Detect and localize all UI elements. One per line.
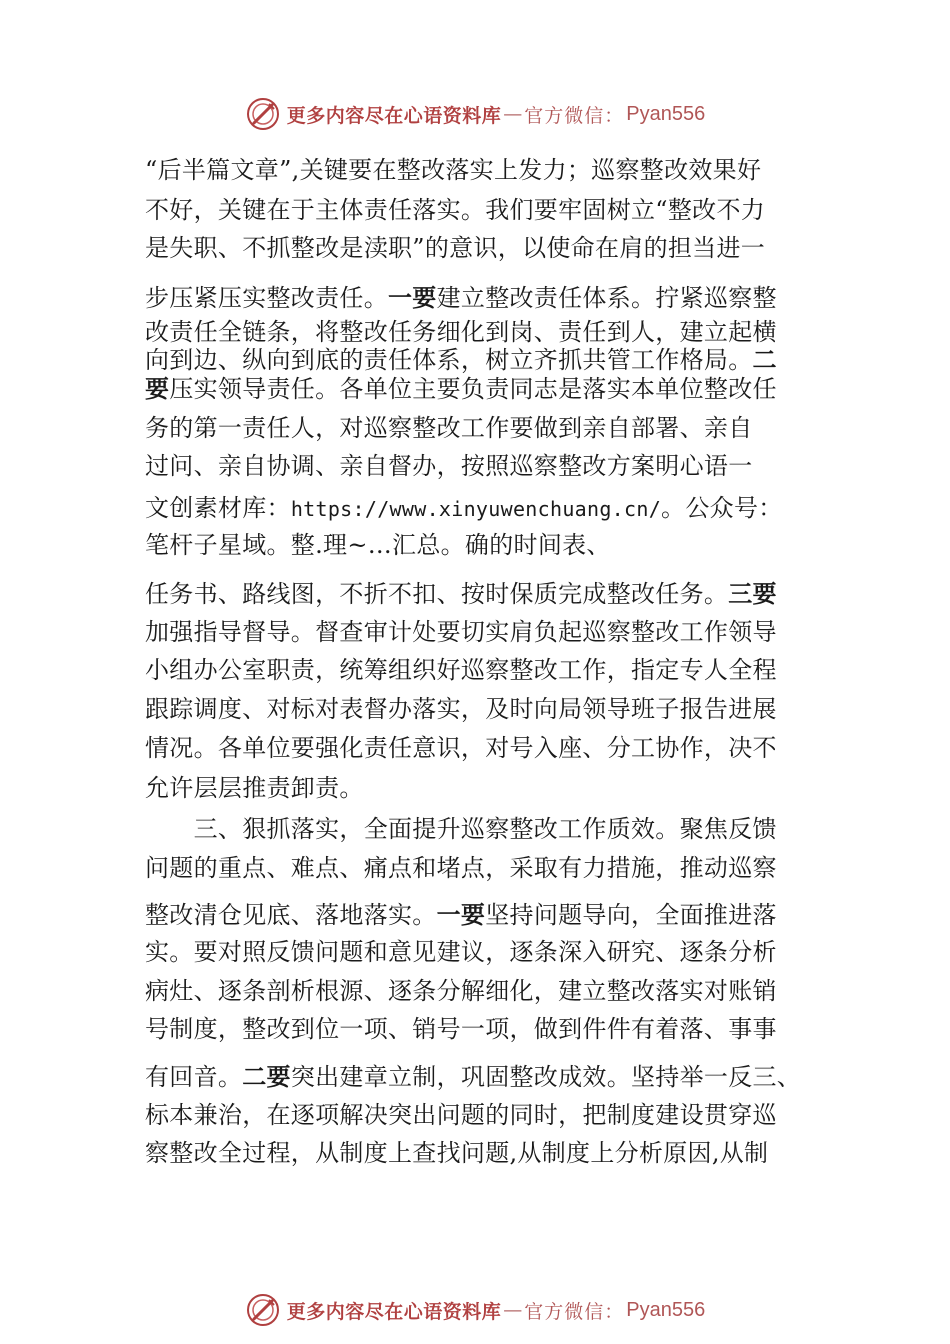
line-text: 三、狠抓落实，全面提升巡察整改工作质效。聚焦反馈 [145, 815, 777, 843]
url-text: https://www.xinyuwenchuang.cn/ [290, 497, 662, 521]
line-text: 步压紧压实整改责任。 [145, 284, 388, 312]
text-line [145, 1062, 801, 1092]
line-text: 问题的重点、难点、痛点和堵点，采取有力措施，推动巡察 [145, 854, 777, 882]
text-line [145, 493, 783, 524]
text-line [145, 853, 777, 883]
text-line [145, 1138, 768, 1168]
text-line [145, 413, 753, 443]
brush-logo-icon [245, 1292, 281, 1328]
line-text: 建立整改责任体系。拧紧巡察整 [436, 284, 777, 312]
line-text: 加强指导督导。督查审计处要切实肩负起巡察整改工作领导 [145, 618, 777, 646]
text-line [145, 694, 777, 724]
text-line [145, 1100, 777, 1130]
line-text: 有回音。 [145, 1063, 243, 1091]
text-line [145, 733, 777, 763]
text-line [145, 283, 777, 313]
line-text: 察整改全过程，从制度上查找问题,从制度上分析原因,从制 [145, 1139, 769, 1167]
emphasis-marker: 二 [752, 346, 777, 374]
line-text: 压实领导责任。各单位主要负责同志是落实本单位整改任 [169, 375, 777, 403]
line-text: 笔杆子星域。整.理~…汇总。确的时间表、 [145, 531, 611, 559]
line-text: 情况。各单位要强化责任意识，对号入座、分工协作，决不 [145, 734, 777, 762]
text-line [145, 451, 753, 481]
footer-banner [0, 1290, 950, 1330]
text-line [145, 976, 777, 1006]
footer-wechat-id: Pyan556 [626, 1298, 706, 1321]
header-dash: — [503, 103, 523, 125]
line-text: 是失职、不抓整改是渎职”的意识，以使命在肩的担当进一 [145, 234, 766, 262]
text-line [145, 617, 777, 647]
emphasis-marker: 要 [145, 375, 170, 403]
emphasis-marker: 二要 [242, 1063, 291, 1091]
header-wechat-label: 官方微信： [524, 104, 625, 127]
line-text: 病灶、逐条剖析根源、逐条分解细化，建立整改落实对账销 [145, 977, 777, 1005]
emphasis-marker: 一要 [388, 284, 437, 312]
footer-library-text: 更多内容尽在心语资料库 [286, 1300, 502, 1323]
line-text: 跟踪调度、对标对表督办落实，及时向局领导班子报告进展 [145, 695, 777, 723]
line-text: 号制度，整改到位一项、销号一项，做到件件有着落、事事 [145, 1015, 777, 1043]
line-text: 向到边、纵向到底的责任体系，树立齐抓共管工作格局。 [145, 346, 753, 374]
header-library-text: 更多内容尽在心语资料库 [286, 104, 502, 127]
text-line [145, 345, 777, 375]
text-line [145, 530, 611, 560]
line-text: 过问、亲自协调、亲自督办，按照巡察整改方案明心语一 [145, 452, 753, 480]
line-text: 改责任全链条，将整改任务细化到岗、责任到人，建立起横 [145, 318, 777, 346]
text-line [145, 655, 777, 685]
text-line [145, 900, 777, 930]
line-text: 坚持问题导向，全面推进落 [485, 901, 777, 929]
line-text: 实。要对照反馈问题和意见建议，逐条深入研究、逐条分析 [145, 938, 777, 966]
line-text: 不好，关键在于主体责任落实。我们要牢固树立“整改不力 [145, 196, 766, 224]
line-text: 任务书、路线图，不折不扣、按时保质完成整改任务。 [145, 580, 729, 608]
line-text: 标本兼治，在逐项解决突出问题的同时，把制度建设贯穿巡 [145, 1101, 777, 1129]
text-line [145, 1014, 777, 1044]
line-text: 整改清仓见底、落地落实。 [145, 901, 437, 929]
line-text: “后半篇文章”,关键要在整改落实上发力；巡察整改效果好 [145, 156, 762, 184]
text-line [145, 317, 777, 347]
footer-wechat-label: 官方微信： [524, 1300, 625, 1323]
text-line [145, 374, 777, 404]
emphasis-marker: 三要 [728, 580, 777, 608]
line-text: 突出建章立制，巩固整改成效。坚持举一反三、 [290, 1063, 802, 1091]
line-text: 文创素材库： [145, 494, 291, 522]
text-line [145, 155, 761, 185]
text-line [145, 579, 777, 609]
line-text: 小组办公室职责，统筹组织好巡察整改工作，指定专人全程 [145, 656, 777, 684]
emphasis-marker: 一要 [436, 901, 486, 929]
line-text: 允许层层推责卸责。 [145, 774, 364, 802]
text-line [145, 773, 364, 803]
text-line [145, 233, 765, 263]
text-line [145, 937, 777, 967]
text-line [145, 814, 777, 844]
line-text: 。公众号： [661, 494, 783, 522]
header-wechat-id: Pyan556 [626, 102, 706, 125]
line-text: 务的第一责任人，对巡察整改工作要做到亲自部署、亲自 [145, 414, 753, 442]
text-line [145, 195, 765, 225]
footer-dash: — [503, 1299, 523, 1321]
